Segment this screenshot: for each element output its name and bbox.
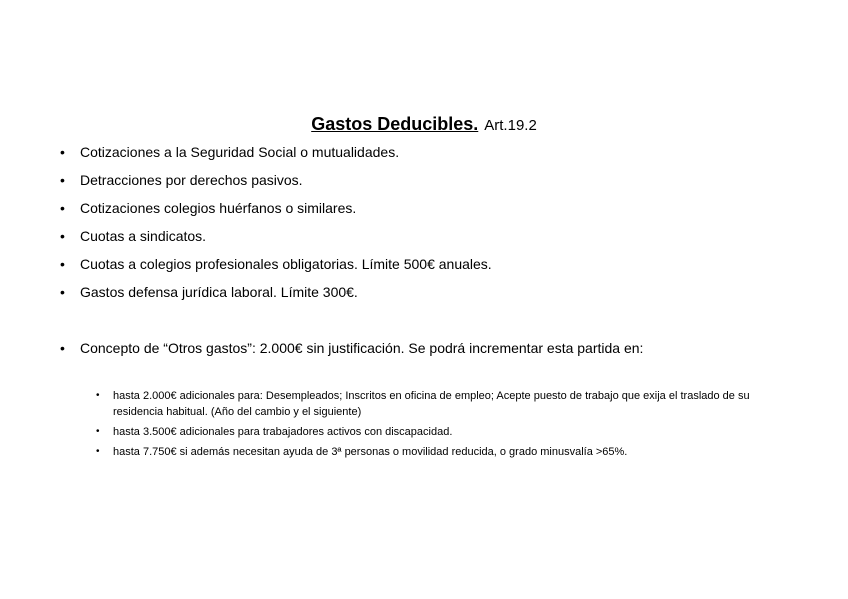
list-item [60, 282, 820, 310]
list-item-text: Detracciones por derechos pasivos. [80, 172, 303, 188]
list-item-text: Cotizaciones a la Seguridad Social o mutualidades. [80, 144, 400, 160]
bullet-icon: • [60, 200, 65, 216]
increment-list [96, 388, 786, 464]
bullet-icon: • [96, 390, 100, 401]
sub-list-item-text: hasta 7.750€ si además necesitan ayuda de 3ª personas o movilidad reducida, o grado minusvalía >65%. [113, 446, 628, 458]
sub-list-item [96, 424, 786, 440]
bullet-icon: • [60, 340, 65, 356]
list-item-text: Cuotas a sindicatos. [80, 228, 207, 244]
list-item [60, 254, 820, 282]
list-item-text: Cuotas a colegios profesionales obligatorias. Límite 500€ anuales. [80, 256, 492, 272]
bullet-icon: • [60, 256, 65, 272]
list-item [60, 142, 820, 170]
deductible-list [60, 142, 820, 310]
sub-list-item-text: hasta 2.000€ adicionales para: Desempleados; Inscritos en oficina de empleo; Acepte puesto de trabajo que exija el traslado de su residencia habitual. (Año del cambio y el siguiente) [113, 390, 750, 418]
list-item [60, 198, 820, 226]
list-item-text: Cotizaciones colegios huérfanos o similares. [80, 200, 357, 216]
bullet-icon: • [60, 284, 65, 300]
sub-list-item [96, 388, 786, 420]
bullet-icon: • [60, 144, 65, 160]
list-item-text: Gastos defensa jurídica laboral. Límite 300€. [80, 284, 358, 300]
bullet-icon: • [60, 172, 65, 188]
bullet-icon: • [60, 228, 65, 244]
bullet-icon: • [96, 426, 100, 437]
title-article-ref: Art.19.2 [484, 117, 537, 134]
sub-list-item-text: hasta 3.500€ adicionales para trabajadores activos con discapacidad. [113, 426, 453, 438]
sub-list-item [96, 444, 786, 460]
other-expenses-concept [60, 338, 840, 358]
page-title [0, 112, 848, 138]
concept-text: Concepto de “Otros gastos”: 2.000€ sin justificación. Se podrá incrementar esta partida en: [80, 340, 644, 356]
list-item [60, 226, 820, 254]
list-item [60, 170, 820, 198]
bullet-icon: • [96, 446, 100, 457]
title-main: Gastos Deducibles. [311, 114, 479, 134]
